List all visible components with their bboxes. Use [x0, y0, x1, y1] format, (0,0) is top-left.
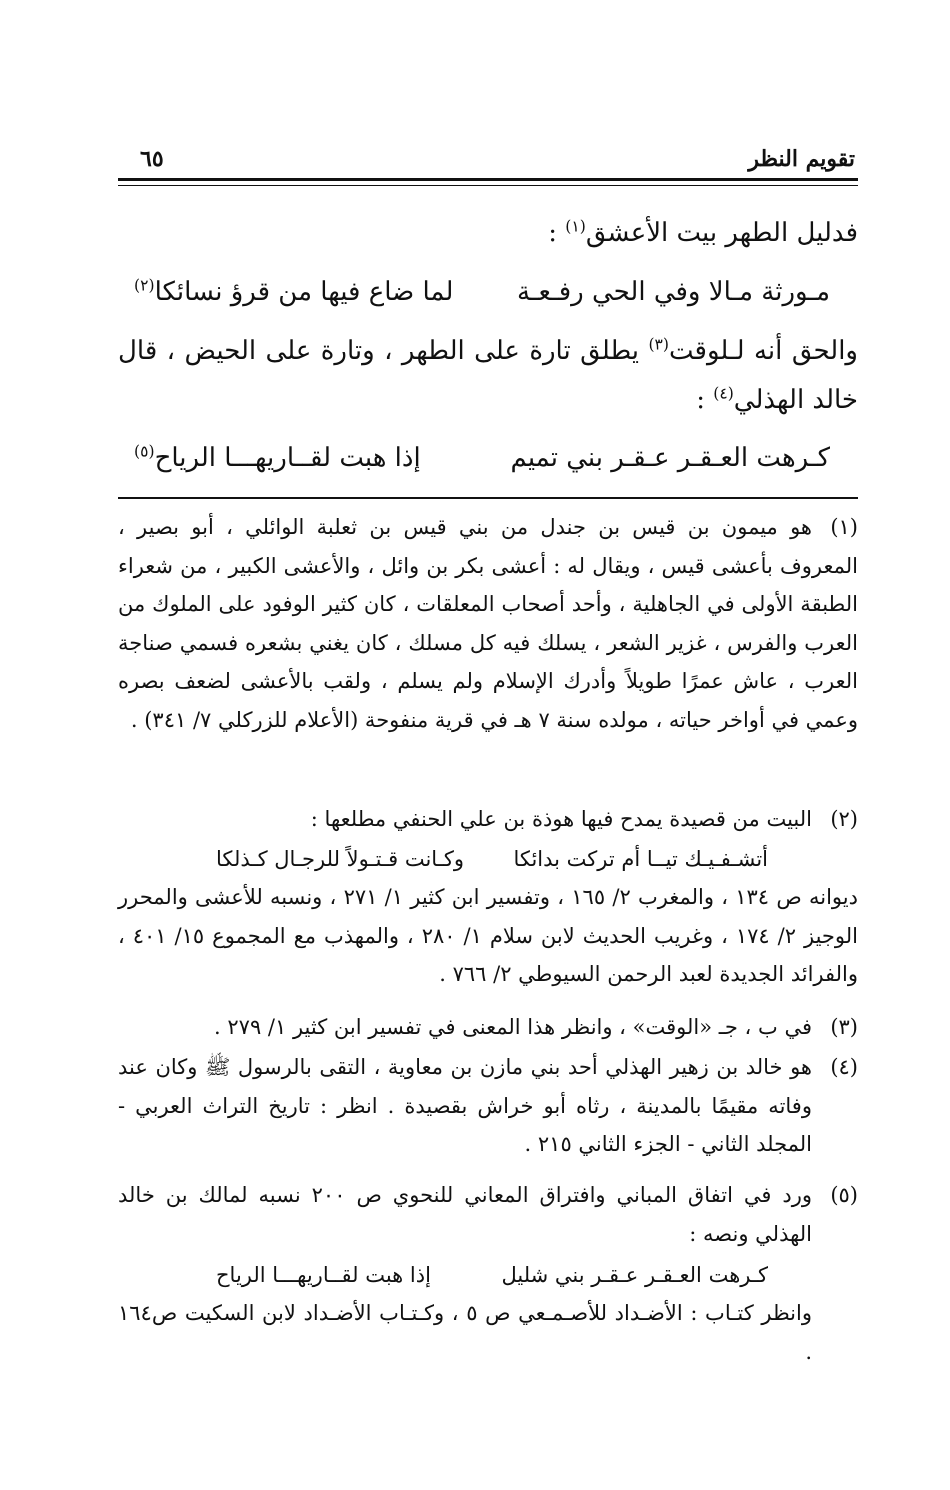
verse-1-second-hemistich	[134, 272, 453, 312]
footnote-separator	[118, 497, 858, 499]
footnote-text: هو خالد بن زهير الهذلي أحد بني مازن بن معاوية ، التقى بالرسول ﷺ وكان عند وفاته مقيمًا بالمدينة ، رثاه أبو خراش بقصيدة . انظر : تاريخ التراث العربي - المجلد الثاني - الجزء الثاني ٢١٥ .	[118, 1055, 812, 1156]
footnote-number: (٥)	[830, 1183, 858, 1207]
footnote-4	[118, 1048, 858, 1164]
body-text: خالد الهذلي	[733, 385, 858, 415]
footnote-text: وانظر كتـاب : الأضـداد للأصـمـعي ص ٥ ، وكـتـاب الأضـداد لابن السكيت ص١٦٤ .	[118, 1301, 812, 1364]
header-rule-thick	[118, 178, 858, 181]
body-text: والحق أنه لـلوقت	[669, 336, 858, 366]
body-paragraph-line-2	[118, 380, 858, 420]
footnote-5-continuation	[118, 1294, 858, 1371]
footnote-2-continuation	[118, 878, 858, 994]
footnote-ref: (٢)	[134, 276, 155, 295]
body-line-1	[118, 213, 858, 253]
footnote-text: ورد في اتفاق المباني وافتراق المعاني للنحوي ص ٢٠٠ نسبه لمالك بن خالد الهذلي ونصه :	[118, 1183, 812, 1246]
footnote-text: في ب ، جـ «الوقت» ، وانظر هذا المعنى في تفسير ابن كثير ١/ ٢٧٩ .	[214, 1015, 812, 1039]
verse-text: لما ضاع فيها من قرؤ نسائكا	[154, 277, 454, 307]
footnote-number: (٢)	[830, 807, 858, 831]
verse-text: إذا هبت لقــاريهـــا الرياح	[154, 443, 421, 473]
verse-2-second-hemistich	[134, 438, 421, 478]
body-text: :	[696, 385, 714, 415]
body-paragraph-line-1	[118, 331, 858, 371]
footnote-ref: (٣)	[648, 335, 670, 354]
header-rule-thin	[118, 185, 858, 186]
footnote-ref: (٤)	[713, 384, 734, 403]
footnote-5	[118, 1176, 858, 1253]
footnote-2-verse-first: أتشـفـيـك تيــا أم تركت بدائكا	[513, 847, 768, 871]
footnote-number: (٤)	[830, 1055, 858, 1079]
footnote-5-verse-first: كـرهت العـقـر عـقـر بني شليل	[501, 1263, 768, 1287]
footnote-number: (٣)	[830, 1015, 858, 1039]
page-number: ٦٥	[140, 146, 164, 172]
running-header-title: تقويم النظر	[748, 146, 855, 172]
body-text: :	[548, 218, 566, 248]
footnote-1	[118, 508, 858, 739]
footnote-ref: (٥)	[134, 442, 155, 461]
footnote-text: هو ميمون بن قيس بن جندل من بني قيس بن ثعلبة الوائلي ، أبو بصير ، المعروف بأعشى قيس ، ويقال له : أعشى بكر بن وائل ، والأعشى الكبير ، من شعراء الطبقة الأولى في الجاهلية ، وأحد أصحاب المعلقات ، كان كثير الوفود على الملوك من العرب والفرس ، غزير الشعر ، يسلك فيه كل مسلك ، كان يغني بشعره فسمي صناجة العرب ، عاش عمرًا طويلاً وأدرك الإسلام ولم يسلم ، ولقب بالأعشى لضعف بصره وعمي في أواخر حياته ، مولده سنة ٧ هـ في قرية منفوحة (الأعلام للزركلي ٧/ ٣٤١) .	[118, 515, 858, 732]
footnote-5-verse-second: إذا هبت لقــاريهـــا الرياح	[216, 1263, 431, 1287]
footnote-text: ديوانه ص ١٣٤ ، والمغرب ٢/ ١٦٥ ، وتفسير ابن كثير ١/ ٢٧١ ، ونسبه للأعشى والمحرر الوجيز ٢/ ١٧٤ ، وغريب الحديث لابن سلام ١/ ٢٨٠ ، والمهذب مع المجموع ١٥/ ٤٠١ ، والفرائد الجديدة لعبد الرحمن السيوطي ٢/ ٧٦٦ .	[118, 885, 858, 986]
footnote-3	[118, 1008, 858, 1047]
verse-1-first-hemistich: مـورثة مـالا وفي الحي رفـعـة	[516, 277, 830, 307]
body-text: فدليل الطهر بيت الأعشق	[585, 218, 858, 248]
verse-2-first-hemistich: كـرهت العـقـر عـقـر بني تميم	[510, 443, 830, 473]
footnote-ref: (١)	[565, 217, 586, 236]
footnote-2	[118, 800, 858, 839]
footnote-number: (١)	[830, 515, 858, 539]
footnote-2-verse-second: وكـانت قـتـولاً للرجـال كـذلكا	[216, 847, 464, 871]
body-text: يطلق تارة على الطهر ، وتارة على الحيض ، قال	[118, 336, 649, 366]
footnote-text: البيت من قصيدة يمدح فيها هوذة بن علي الحنفي مطلعها :	[310, 807, 812, 831]
